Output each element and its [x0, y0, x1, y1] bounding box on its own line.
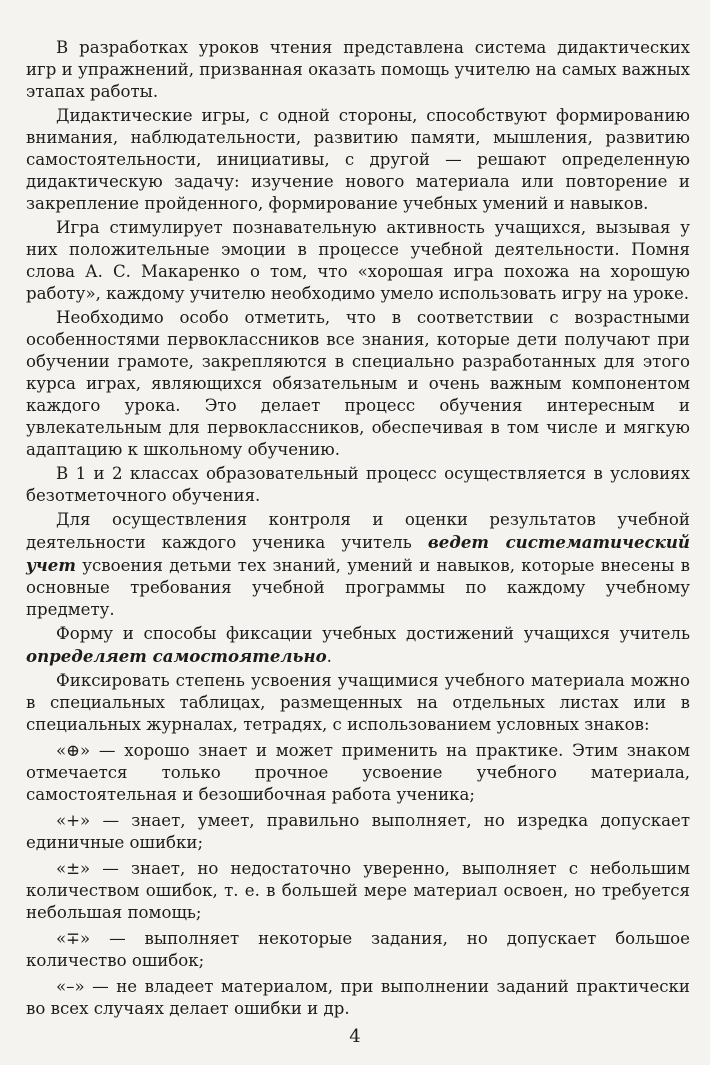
- legend-item-minus-plus: «∓» — выполняет некоторые задания, но допускает большое количество ошибок;: [26, 929, 690, 970]
- paragraph-didactic-games: Дидактические игры, с одной стороны, способствуют формированию внимания, наблюдательности, развитию памяти, мышления, развитию самостоятельности, инициативы, с другой — решают определенную дидактическую задачу: изучение нового материала или повторение и закрепление пройденного, формирование учебных умений и навыков.: [26, 106, 690, 213]
- paragraph-intro: В разработках уроков чтения представлена система дидактических игр и упражнений, призванная оказать помощь учителю на самых важных этапах работы.: [26, 38, 690, 101]
- paragraph-game-stimulates: Игра стимулирует познавательную активность учащихся, вызывая у них положительные эмоции в процессе учебной деятельности. Помня слова А. С. Макаренко о том, что «хорошая игра похожа на хорошую работу», каждому учителю необходимо умело использовать игру на уроке.: [26, 218, 690, 303]
- legend-item-plus: «+» — знает, умеет, правильно выполняет, но изредка допускает единичные ошибки;: [26, 811, 690, 852]
- paragraph-control-text-1: Для осуществления контроля и оценки результатов учебной деятельности каждого ученика учитель: [26, 510, 690, 552]
- paragraph-form-text-2: .: [326, 647, 332, 666]
- paragraph-grading-free: В 1 и 2 классах образовательный процесс осуществляется в условиях безотметочного обучения.: [26, 464, 690, 505]
- paragraph-control-text-2: усвоения детьми тех знаний, умений и навыков, которые внесены в основные требования учебной программы по каждому учебному предмету.: [26, 556, 690, 619]
- page-body: [26, 37, 690, 1024]
- paragraph-form-text-1: Форму и способы фиксации учебных достижений учащихся учитель: [56, 624, 690, 643]
- emphasis-determines-independently: определяет самостоятельно: [26, 646, 327, 666]
- paragraph-control: [26, 509, 690, 621]
- paragraph-first-graders: Необходимо особо отметить, что в соответствии с возрастными особенностями первоклассников все знания, которые дети получают при обучении грамоте, закрепляются в специально разработанных для этого курса играх, являющихся обязательным и очень важным компонентом каждого урока. Это делает процесс обучения интересным и увлекательным для первоклассников, обеспечивая в том числе и мягкую адаптацию к школьному обучению.: [26, 308, 690, 459]
- emphasis-systematic-record: ведет систематический учет: [26, 532, 690, 575]
- paragraph-record-degree: Фиксировать степень усвоения учащимися учебного материала можно в специальных таблицах, размещенных на отдельных листах или в специальных журналах, тетрадях, с использованием условных знаков:: [26, 671, 690, 734]
- paragraph-form: [26, 623, 690, 668]
- page-number: 4: [349, 1026, 361, 1047]
- legend-item-plus-minus: «±» — знает, но недостаточно уверенно, выполняет с небольшим количеством ошибок, т. е. в большей мере материал освоен, но требуется небольшая помощь;: [26, 859, 690, 922]
- legend-item-minus: «–» — не владеет материалом, при выполнении заданий практически во всех случаях делает ошибки и др.: [26, 977, 690, 1018]
- legend-item-circle-plus: «⊕» — хорошо знает и может применить на практике. Этим знаком отмечается только прочное усвоение учебного материала, самостоятельная и безошибочная работа ученика;: [26, 741, 690, 804]
